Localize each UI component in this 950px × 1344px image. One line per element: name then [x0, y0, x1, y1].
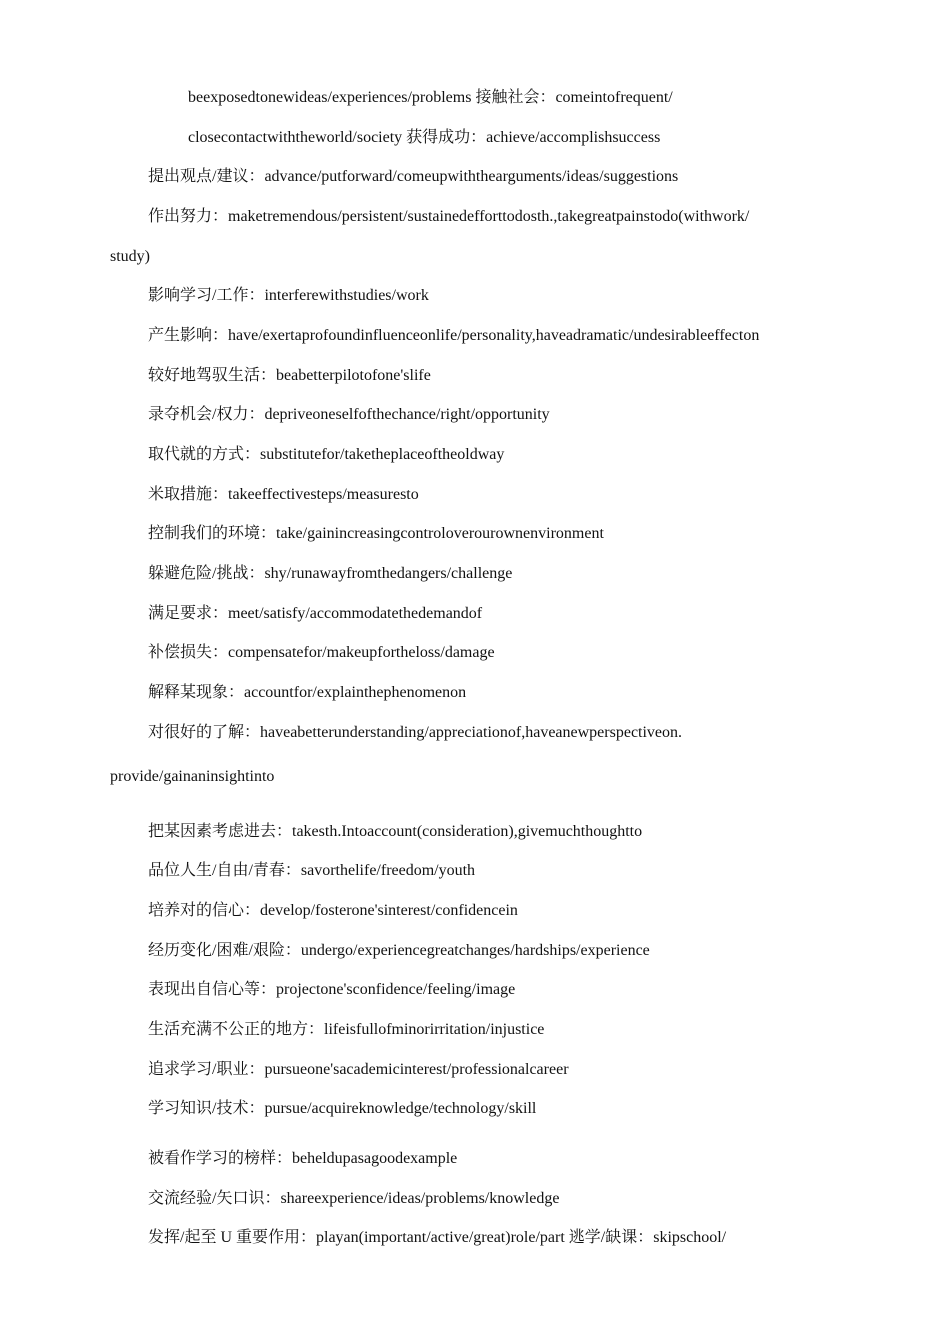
text-line: 解释某现象：accountfor/explainthephenomenon	[148, 684, 467, 701]
text-line: 把某因素考虑进去：takesth.Intoaccount(consideration),givemuchthoughtto	[148, 823, 643, 840]
text-line: 交流经验/矢口识：shareexperience/ideas/problems/knowledge	[148, 1190, 560, 1207]
text-line: 被看作学习的榜样：beheldupasagoodexample	[148, 1150, 458, 1167]
text-line: 对很好的了解：haveabetterunderstanding/appreciationof,haveanewperspectiveon.	[148, 724, 683, 741]
text-line: 提出观点/建议：advance/putforward/comeupwiththearguments/ideas/suggestions	[148, 168, 679, 185]
text-line: 控制我们的环境：take/gainincreasingcontroloverourownenvironment	[148, 525, 604, 542]
text-line: 较好地驾驭生活：beabetterpilotofone'slife	[148, 367, 431, 384]
text-line: 满足要求：meet/satisfy/accommodatethedemandof	[148, 605, 483, 622]
text-line: 经历变化/困难/艰险：undergo/experiencegreatchanges/hardships/experience	[148, 942, 650, 959]
text-line: study)	[110, 248, 150, 265]
text-line: 表现出自信心等：projectone'sconfidence/feeling/image	[148, 981, 516, 998]
text-line: 发挥/起至 U 重要作用：playan(important/active/great)role/part 逃学/缺课：skipschool/	[148, 1229, 727, 1246]
text-line: 取代就的方式：substitutefor/taketheplaceoftheoldway	[148, 446, 505, 463]
text-line: 影响学习/工作：interferewithstudies/work	[148, 287, 429, 304]
text-line: 学习知识/技术：pursue/acquireknowledge/technology/skill	[148, 1100, 537, 1117]
text-line: 录夺机会/权力：depriveoneselfofthechance/right/opportunity	[148, 406, 550, 423]
text-line: provide/gainaninsightinto	[110, 768, 275, 785]
text-line: 品位人生/自由/青春：savorthelife/freedom/youth	[148, 862, 476, 879]
text-line: 追求学习/职业：pursueone'sacademicinterest/professionalcareer	[148, 1061, 569, 1078]
text-line: 培养对的信心：develop/fosterone'sinterest/confidencein	[148, 902, 518, 919]
text-line: closecontactwiththeworld/society 获得成功：achieve/accomplishsuccess	[188, 129, 661, 146]
text-line: beexposedtonewideas/experiences/problems 接触社会：comeintofrequent/	[188, 89, 673, 106]
text-line: 作出努力：maketremendous/persistent/sustainedefforttodosth.,takegreatpainstodo(withwork/	[148, 208, 750, 225]
text-line: 补偿损失：compensatefor/makeupfortheloss/damage	[148, 644, 495, 661]
text-line: 米取措施：takeeffectivesteps/measuresto	[148, 486, 419, 503]
text-line: 生活充满不公正的地方：lifeisfullofminorirritation/injustice	[148, 1021, 545, 1038]
text-line: 躲避危险/挑战：shy/runawayfromthedangers/challenge	[148, 565, 513, 582]
text-line: 产生影响：have/exertaprofoundinfluenceonlife/personality,haveadramatic/undesirableeffecton	[148, 327, 760, 344]
